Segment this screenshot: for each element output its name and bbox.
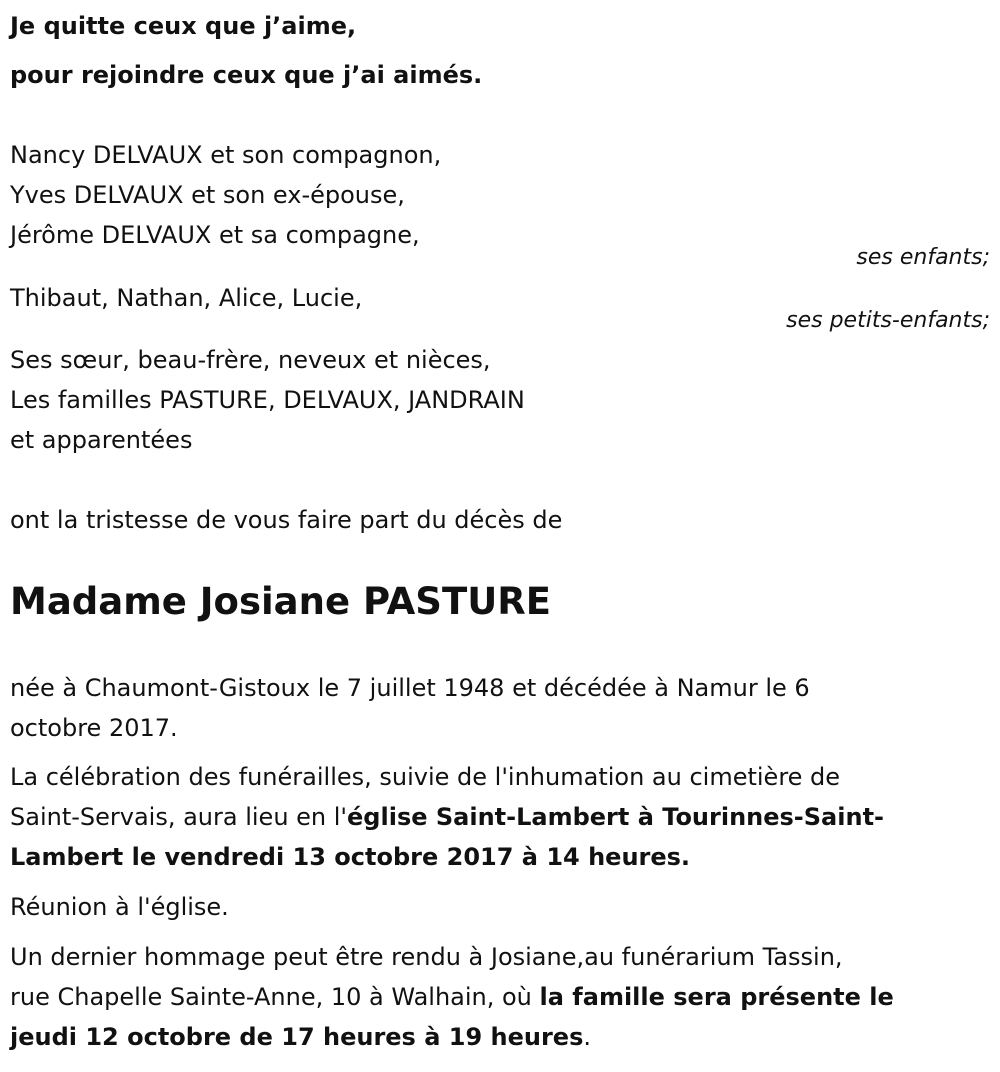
deceased-name: Madame Josiane PASTURE	[10, 580, 551, 623]
announcement: ont la tristesse de vous faire part du décès de	[10, 506, 563, 534]
children-role: ses enfants;	[856, 245, 990, 270]
birth-death-line-2: octobre 2017.	[10, 714, 178, 742]
relatives-line-1: Ses sœur, beau-frère, neveux et nièces,	[10, 346, 491, 374]
relatives-line-3: et apparentées	[10, 426, 193, 454]
funeral-line-2-text: Saint-Servais, aura lieu en l'	[10, 803, 348, 831]
meeting-line: Réunion à l'église.	[10, 893, 229, 921]
funeral-church: église Saint-Lambert à Tourinnes-Saint-	[347, 803, 884, 831]
funeral-line-2	[10, 797, 884, 837]
tribute-line-2	[10, 977, 894, 1017]
quote-line-2: pour rejoindre ceux que j’ai aimés.	[10, 61, 483, 89]
tribute-line-1: Un dernier hommage peut être rendu à Josiane,au funérarium Tassin,	[10, 943, 843, 971]
tribute-line-2-text: rue Chapelle Sainte-Anne, 10 à Walhain, où	[10, 983, 540, 1011]
tribute-line-3	[10, 1017, 591, 1057]
child-line-1: Nancy DELVAUX et son compagnon,	[10, 141, 442, 169]
tribute-end: .	[583, 1023, 591, 1051]
quote-line-1: Je quitte ceux que j’aime,	[10, 12, 357, 40]
tribute-family-present: la famille sera présente le	[539, 983, 894, 1011]
grandchildren-line: Thibaut, Nathan, Alice, Lucie,	[10, 284, 363, 312]
funeral-date: Lambert le vendredi 13 octobre 2017 à 14 heures.	[10, 843, 691, 871]
child-line-3: Jérôme DELVAUX et sa compagne,	[10, 221, 420, 249]
funeral-line-1: La célébration des funérailles, suivie de l'inhumation au cimetière de	[10, 763, 841, 791]
child-line-2: Yves DELVAUX et son ex-épouse,	[10, 181, 405, 209]
relatives-line-2: Les familles PASTURE, DELVAUX, JANDRAIN	[10, 386, 525, 414]
birth-death-line-1: née à Chaumont-Gistoux le 7 juillet 1948 et décédée à Namur le 6	[10, 674, 810, 702]
grandchildren-role: ses petits-enfants;	[786, 308, 990, 333]
tribute-date: jeudi 12 octobre de 17 heures à 19 heures	[10, 1023, 584, 1051]
